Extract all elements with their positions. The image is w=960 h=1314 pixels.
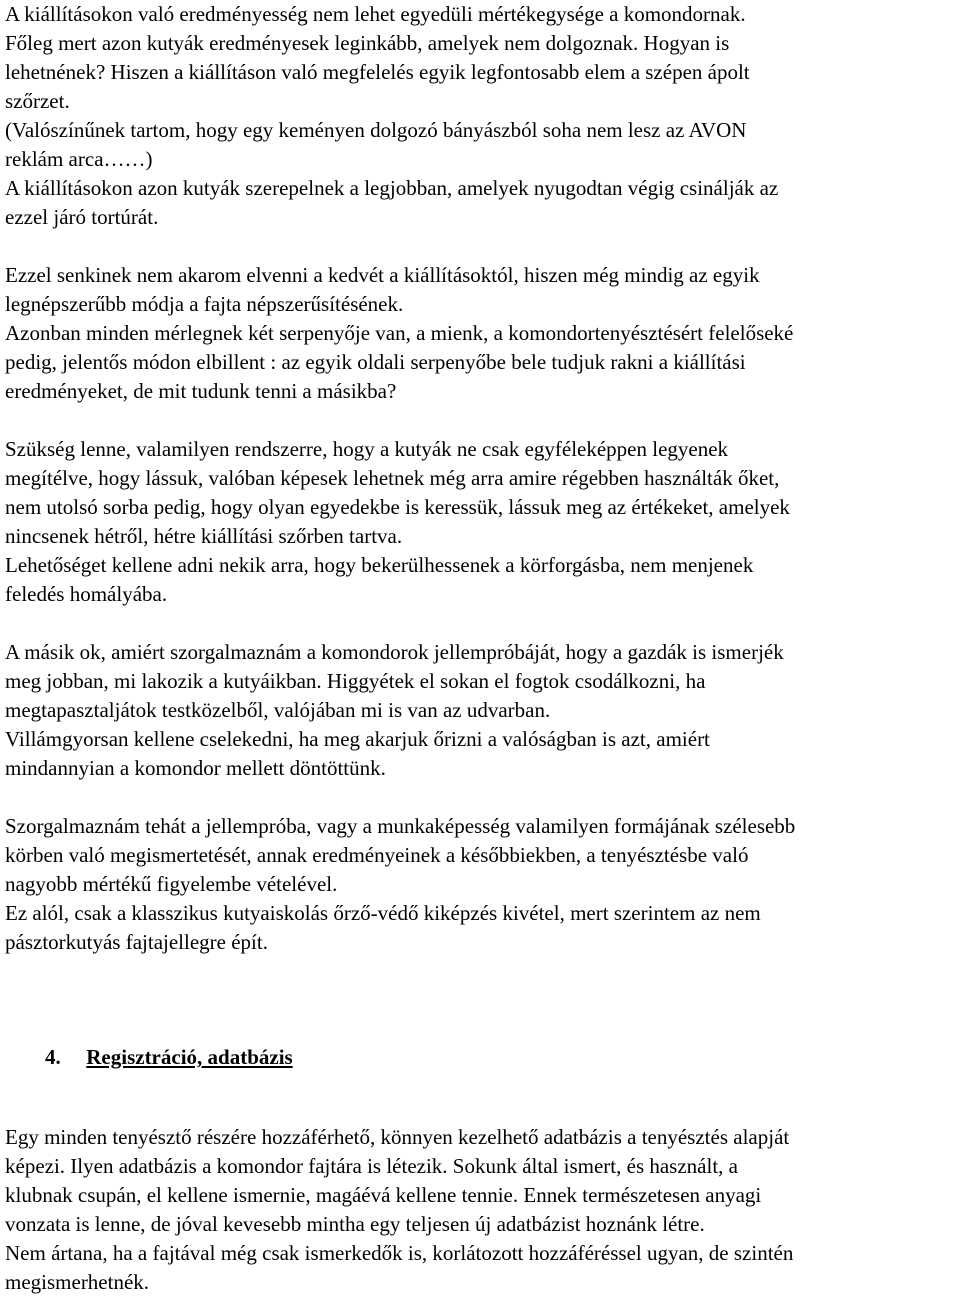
text-line: legnépszerűbb módja a fajta népszerűsítésének.: [5, 292, 404, 316]
paragraph-block-6: [5, 1123, 957, 1297]
paragraph-block-2: [5, 261, 957, 406]
text-line: Szorgalmaznám tehát a jellempróba, vagy a munkaképesség valamilyen formájának szélesebb: [5, 814, 796, 838]
text-line: Főleg mert azon kutyák eredményesek leginkább, amelyek nem dolgoznak. Hogyan is: [5, 31, 730, 55]
text-line: nincsenek hétről, hétre kiállítási szőrben tartva.: [5, 524, 403, 548]
text-line: Szükség lenne, valamilyen rendszerre, hogy a kutyák ne csak egyféleképpen legyenek: [5, 437, 729, 461]
text-line: klubnak csupán, el kellene ismernie, magáévá kellene tennie. Ennek természetesen anyagi: [5, 1183, 762, 1207]
text-line: nem utolsó sorba pedig, hogy olyan egyedekbe is keressük, lássuk meg az értékeket, amelyek: [5, 495, 790, 519]
text-line: megítélve, hogy lássuk, valóban képesek lehetnek még arra amire régebben használták őket,: [5, 466, 780, 490]
text-line: megismerhetnék.: [5, 1270, 150, 1294]
text-line: Azonban minden mérlegnek két serpenyője van, a mienk, a komondortenyésztésért felelőseké: [5, 321, 794, 345]
section-title: Regisztráció, adatbázis: [86, 1045, 293, 1069]
text-line: Egy minden tenyésztő részére hozzáférhető, könnyen kezelhető adatbázis a tenyésztés alapját: [5, 1125, 790, 1149]
paragraph-block-4: [5, 638, 957, 783]
paragraph-spacer: [5, 609, 957, 638]
paragraph-spacer: [5, 1079, 957, 1123]
text-line: megtapasztaljátok testközelből, valójában mi is van az udvarban.: [5, 698, 551, 722]
paragraph-spacer: [5, 232, 957, 261]
text-line: A kiállításokon azon kutyák szerepelnek a legjobban, amelyek nyugodtan végig csinálják az: [5, 176, 779, 200]
text-line: lehetnének? Hiszen a kiállításon való megfelelés egyik legfontosabb elem a szépen ápolt: [5, 60, 750, 84]
section-spacer: [5, 957, 957, 1043]
text-line: Ezzel senkinek nem akarom elvenni a kedvét a kiállításoktól, hiszen még mindig az egyik: [5, 263, 760, 287]
text-line: pásztorkutyás fajtajellegre épít.: [5, 930, 268, 954]
text-line: A másik ok, amiért szorgalmaznám a komondorok jellempróbáját, hogy a gazdák is ismerjék: [5, 640, 784, 664]
paragraph-block-5: [5, 812, 957, 957]
text-line: képezi. Ilyen adatbázis a komondor fajtára is létezik. Sokunk által ismert, és használt, a: [5, 1154, 738, 1178]
section-number: 4.: [45, 1045, 61, 1069]
text-line: ezzel járó tortúrát.: [5, 205, 159, 229]
text-line: szőrzet.: [5, 89, 70, 113]
text-line: pedig, jelentős módon elbillent : az egyik oldali serpenyőbe bele tudjuk rakni a kiállítási: [5, 350, 746, 374]
text-line: meg jobban, mi lakozik a kutyáikban. Higgyétek el sokan el fogtok csodálkozni, ha: [5, 669, 706, 693]
text-line: mindannyian a komondor mellett döntöttünk.: [5, 756, 386, 780]
paragraph-block-3: [5, 435, 957, 609]
text-line: Nem ártana, ha a fajtával még csak ismerkedők is, korlátozott hozzáféréssel ugyan, de szintén: [5, 1241, 794, 1265]
text-line: Lehetőséget kellene adni nekik arra, hogy bekerülhessenek a körforgásba, nem menjenek: [5, 553, 754, 577]
text-line: eredményeket, de mit tudunk tenni a másikba?: [5, 379, 397, 403]
text-line: Villámgyorsan kellene cselekedni, ha meg akarjuk őrizni a valóságban is azt, amiért: [5, 727, 710, 751]
section-heading: [5, 1043, 957, 1079]
text-line: (Valószínűnek tartom, hogy egy keményen dolgozó bányászból soha nem lesz az AVON: [5, 118, 747, 142]
paragraph-spacer: [5, 406, 957, 435]
text-line: A kiállításokon való eredményesség nem lehet egyedüli mértékegysége a komondornak.: [5, 2, 746, 26]
text-line: Ez alól, csak a klasszikus kutyaiskolás őrző-védő kiképzés kivétel, mert szerintem az nem: [5, 901, 761, 925]
text-line: feledés homályába.: [5, 582, 168, 606]
text-line: vonzata is lenne, de jóval kevesebb mintha egy teljesen új adatbázist hoznánk létre.: [5, 1212, 705, 1236]
paragraph-spacer: [5, 783, 957, 812]
text-line: reklám arca……): [5, 147, 153, 171]
text-line: körben való megismertetését, annak eredményeinek a későbbiekben, a tenyésztésbe való: [5, 843, 749, 867]
text-line: nagyobb mértékű figyelembe vételével.: [5, 872, 338, 896]
document-page: [5, 0, 957, 1297]
paragraph-block-1: [5, 0, 957, 232]
